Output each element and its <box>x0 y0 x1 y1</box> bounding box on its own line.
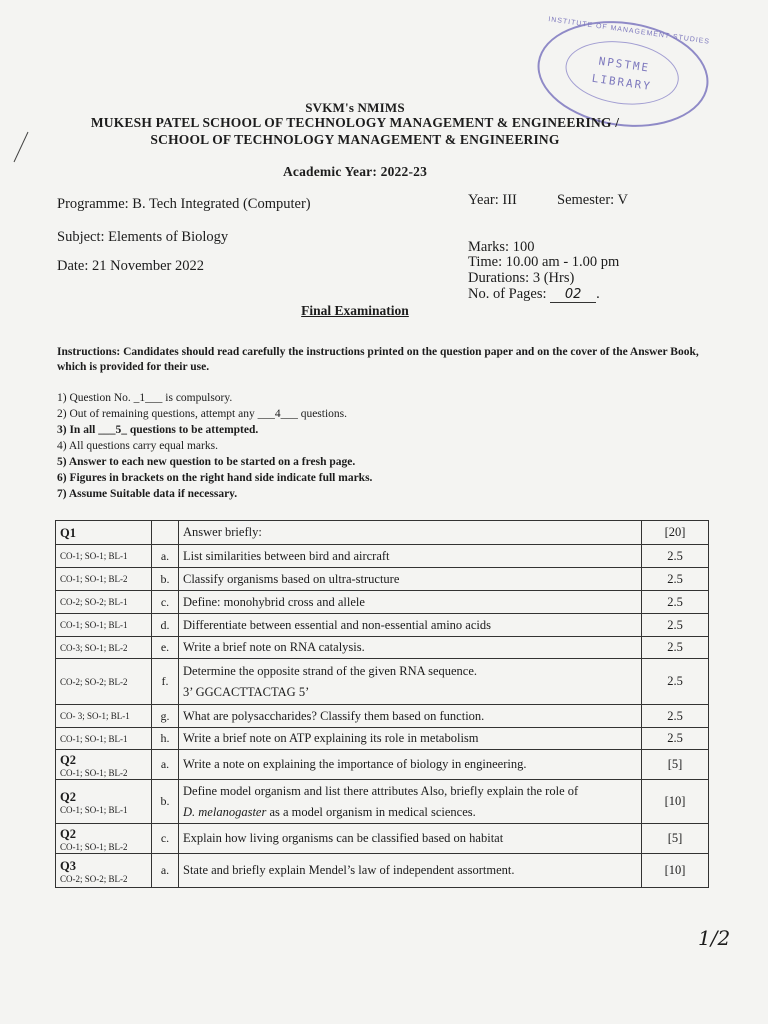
sub-question-letter: b. <box>152 780 179 824</box>
question-text-cell <box>179 659 642 705</box>
sub-question-letter: b. <box>152 568 179 591</box>
question-row <box>56 728 709 750</box>
sub-question-letter: a. <box>152 854 179 888</box>
instructions-heading: Instructions: Candidates should read carefully the instructions printed on the question paper and on the cover of the Answer Book, which is provided for their use. <box>57 346 699 373</box>
table-header-row <box>56 521 709 545</box>
instruction-item: 2) Out of remaining questions, attempt any ___4___ questions. <box>57 408 348 420</box>
question-text: What are polysaccharides? Classify them based on function. <box>183 708 485 723</box>
year: Year: III <box>468 192 517 208</box>
question-marks: 2.5 <box>642 637 709 659</box>
sub-question-letter: c. <box>152 824 179 854</box>
school-name-line-2: SCHOOL OF TECHNOLOGY MANAGEMENT & ENGINEERING <box>150 132 560 147</box>
question-row <box>56 591 709 614</box>
course-outcome: CO-1; SO-1; BL-2 <box>60 841 128 852</box>
course-outcome: CO-1; SO-1; BL-1 <box>60 804 128 815</box>
question-number: Q3 <box>60 858 76 873</box>
question-marks: 2.5 <box>642 705 709 728</box>
programme: Programme: B. Tech Integrated (Computer) <box>57 196 311 212</box>
course-outcome: CO-1; SO-1; BL-1 <box>60 733 128 744</box>
question-text-cell <box>179 545 642 568</box>
question-text-cell <box>179 591 642 614</box>
question-text: Write a brief note on RNA catalysis. <box>183 640 365 654</box>
sub-question-letter: a. <box>152 750 179 780</box>
exam-title: Final Examination <box>301 303 409 318</box>
co-cell <box>56 545 152 568</box>
sub-question-letter: g. <box>152 705 179 728</box>
question-row <box>56 780 709 824</box>
question-text: Define model organism and list there attributes Also, briefly explain the role of <box>183 783 579 798</box>
question-marks: [10] <box>642 780 709 824</box>
semester: Semester: V <box>557 192 629 208</box>
question-marks: [10] <box>642 854 709 888</box>
course-outcome: CO-2; SO-2; BL-2 <box>60 873 128 884</box>
question-table <box>55 520 709 888</box>
exam-duration: Durations: 3 (Hrs) <box>468 270 575 286</box>
academic-year: Academic Year: 2022-23 <box>282 164 428 179</box>
q1-label-cell <box>56 521 152 545</box>
page-number: 1/2 <box>698 926 731 950</box>
sub-question-letter: f. <box>152 659 179 705</box>
course-outcome: CO-3; SO-1; BL-2 <box>60 642 128 653</box>
no-of-pages-value: 02 <box>550 287 596 303</box>
marks: Marks: 100 <box>468 239 535 255</box>
co-cell <box>56 728 152 750</box>
question-marks: [5] <box>642 824 709 854</box>
question-text-cell <box>179 705 642 728</box>
co-cell <box>56 854 152 888</box>
question-row <box>56 659 709 705</box>
instruction-item: 7) Assume Suitable data if necessary. <box>57 488 238 500</box>
question-text: Write a brief note on ATP explaining its role in metabolism <box>183 731 479 745</box>
question-row <box>56 614 709 637</box>
question-number: Q2 <box>60 752 76 767</box>
question-text-cell <box>179 854 642 888</box>
q1-marks: [20] <box>642 521 709 545</box>
course-outcome: CO- 3; SO-1; BL-1 <box>60 711 130 721</box>
no-of-pages-label: No. of Pages: <box>468 286 547 302</box>
no-of-pages: No. of Pages: 02 . <box>468 286 600 302</box>
university-name: SVKM's NMIMS <box>305 100 405 115</box>
q1-label: Q1 <box>60 525 76 540</box>
question-text-cell <box>179 568 642 591</box>
co-cell <box>56 659 152 705</box>
question-marks: 2.5 <box>642 545 709 568</box>
question-text-cell <box>179 750 642 780</box>
co-cell <box>56 824 152 854</box>
question-text-cell <box>179 780 642 824</box>
question-row <box>56 568 709 591</box>
co-cell <box>56 568 152 591</box>
question-marks: 2.5 <box>642 591 709 614</box>
school-name-line-1: MUKESH PATEL SCHOOL OF TECHNOLOGY MANAGEMENT & ENGINEERING / <box>90 115 620 130</box>
question-text: State and briefly explain Mendel’s law of independent assortment. <box>183 863 515 877</box>
question-text: List similarities between bird and aircraft <box>183 548 390 563</box>
course-outcome: CO-1; SO-1; BL-2 <box>60 574 128 584</box>
co-cell <box>56 750 152 780</box>
q1-prompt: Answer briefly: <box>179 521 642 545</box>
course-outcome: CO-1; SO-1; BL-2 <box>60 767 128 778</box>
course-outcome: CO-1; SO-1; BL-1 <box>60 620 128 630</box>
question-text-cell <box>179 824 642 854</box>
organism-name: D. melanogaster <box>183 804 267 819</box>
question-marks: 2.5 <box>642 728 709 750</box>
question-marks: 2.5 <box>642 614 709 637</box>
course-outcome: CO-1; SO-1; BL-1 <box>60 551 128 561</box>
co-cell <box>56 637 152 659</box>
co-cell <box>56 705 152 728</box>
instruction-item: 3) In all ___5_ questions to be attempted. <box>57 424 259 436</box>
question-row <box>56 545 709 568</box>
question-text-cell <box>179 728 642 750</box>
question-text-line-2: 3’ GGCACTTACTAG 5’ <box>183 684 310 699</box>
question-row <box>56 750 709 780</box>
question-row <box>56 637 709 659</box>
sub-question-letter: h. <box>152 728 179 750</box>
empty-cell <box>152 521 179 545</box>
exam-date: Date: 21 November 2022 <box>57 258 204 274</box>
question-row <box>56 705 709 728</box>
subject: Subject: Elements of Biology <box>57 229 229 245</box>
question-text-line-2: D. melanogaster as a model organism in medical sciences. <box>183 804 476 819</box>
question-text: Classify organisms based on ultra-structure <box>183 571 400 586</box>
question-row <box>56 824 709 854</box>
question-number: Q2 <box>60 789 76 804</box>
stamp-line-1: NPSTME <box>597 54 651 75</box>
sub-question-letter: e. <box>152 637 179 659</box>
question-text: Write a note on explaining the importance of biology in engineering. <box>183 757 527 771</box>
instructions-list <box>57 390 657 502</box>
question-text-cell <box>179 637 642 659</box>
instruction-item: 6) Figures in brackets on the right hand side indicate full marks. <box>57 472 373 484</box>
instruction-item: 4) All questions carry equal marks. <box>57 440 218 452</box>
question-marks: 2.5 <box>642 568 709 591</box>
question-text-cell <box>179 614 642 637</box>
question-row <box>56 854 709 888</box>
course-outcome: CO-2; SO-2; BL-1 <box>60 597 128 607</box>
instruction-item: 5) Answer to each new question to be started on a fresh page. <box>57 456 356 468</box>
question-marks: 2.5 <box>642 659 709 705</box>
course-outcome: CO-2; SO-2; BL-2 <box>60 676 128 687</box>
question-text: Define: monohybrid cross and allele <box>183 594 365 609</box>
question-text: Explain how living organisms can be classified based on habitat <box>183 831 504 845</box>
stamp-line-2: LIBRARY <box>591 71 653 94</box>
question-number: Q2 <box>60 826 76 841</box>
sub-question-letter: c. <box>152 591 179 614</box>
exam-time: Time: 10.00 am - 1.00 pm <box>468 254 620 270</box>
question-text: Differentiate between essential and non-essential amino acids <box>183 617 491 632</box>
question-text: Determine the opposite strand of the given RNA sequence. <box>183 663 478 678</box>
sub-question-letter: d. <box>152 614 179 637</box>
instruction-item: 1) Question No. _1___ is compulsory. <box>57 392 233 404</box>
co-cell <box>56 591 152 614</box>
co-cell <box>56 614 152 637</box>
stamp-ring-text: INSTITUTE OF MANAGEMENT STUDIES <box>547 16 711 46</box>
sub-question-letter: a. <box>152 545 179 568</box>
question-marks: [5] <box>642 750 709 780</box>
co-cell <box>56 780 152 824</box>
